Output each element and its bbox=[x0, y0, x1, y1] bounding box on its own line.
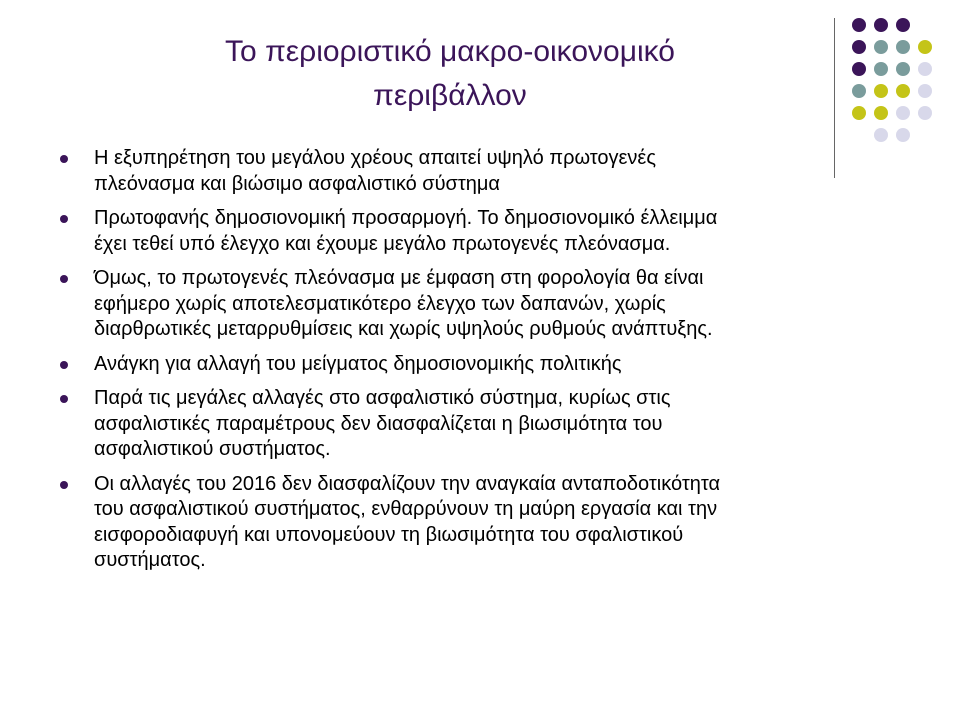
title-line-1: Το περιοριστικό μακρο-οικονομικό bbox=[225, 35, 675, 68]
bullet-text-line: έχει τεθεί υπό έλεγχο και έχουμε μεγάλο πρωτογενές πλεόνασμα. bbox=[94, 232, 671, 255]
decorative-dot-icon bbox=[896, 128, 910, 142]
decorative-dot-icon bbox=[852, 18, 866, 32]
bullet-text-line: ασφαλιστικού συστήματος. bbox=[94, 438, 331, 460]
decorative-dot-icon bbox=[874, 40, 888, 54]
bullet-text-line: Η εξυπηρέτηση του μεγάλου χρέους απαιτεί υψηλό πρωτογενές bbox=[94, 147, 656, 169]
decorative-dot-icon bbox=[896, 40, 910, 54]
bullet-item bbox=[60, 146, 860, 197]
slide-title bbox=[90, 30, 810, 118]
bullet-text-line: Πρωτοφανής δημοσιονομική προσαρμογή. Το δημοσιονομικό έλλειμμα bbox=[94, 207, 718, 229]
bullet-dot-icon bbox=[60, 481, 68, 489]
bullet-text-line: Παρά τις μεγάλες αλλαγές στο ασφαλιστικό σύστημα, κυρίως στις bbox=[94, 387, 671, 409]
decorative-dot-icon bbox=[874, 128, 888, 142]
bullet-item bbox=[60, 386, 860, 463]
bullet-text-line: Ανάγκη για αλλαγή του μείγματος δημοσιονομικής πολιτικής bbox=[94, 352, 622, 375]
decorative-dot-icon bbox=[874, 62, 888, 76]
decorative-dot-icon bbox=[918, 62, 932, 76]
decorative-dot-icon bbox=[852, 106, 866, 120]
decorative-dot-grid bbox=[838, 10, 948, 160]
bullet-dot-icon bbox=[60, 215, 68, 223]
bullet-text-line: ασφαλιστικές παραμέτρους δεν διασφαλίζεται η βιωσιμότητα του bbox=[94, 412, 663, 435]
decorative-dot-icon bbox=[896, 18, 910, 32]
decorative-dot-icon bbox=[874, 18, 888, 32]
bullet-item bbox=[60, 472, 860, 574]
decorative-dot-icon bbox=[852, 84, 866, 98]
bullet-text-line: Οι αλλαγές του 2016 δεν διασφαλίζουν την αναγκαία ανταποδοτικότητα bbox=[94, 472, 721, 495]
bullet-text-line: Όμως, το πρωτογενές πλεόνασμα με έμφαση στη φορολογία θα είναι bbox=[94, 267, 704, 289]
decorative-dot-icon bbox=[852, 62, 866, 76]
bullet-item bbox=[60, 266, 860, 343]
bullet-text-line: συστήματος. bbox=[94, 549, 206, 571]
decorative-dot-icon bbox=[874, 84, 888, 98]
decorative-dot-icon bbox=[918, 84, 932, 98]
bullet-text bbox=[94, 146, 860, 197]
bullet-text-line: εισφοροδιαφυγή και υπονομεύουν τη βιωσιμότητα του σφαλιστικού bbox=[94, 523, 684, 546]
bullet-text bbox=[94, 386, 860, 463]
bullet-dot-icon bbox=[60, 275, 68, 283]
bullet-list bbox=[60, 146, 860, 583]
decorative-dot-icon bbox=[918, 106, 932, 120]
bullet-dot-icon bbox=[60, 155, 68, 163]
bullet-dot-icon bbox=[60, 395, 68, 403]
bullet-item bbox=[60, 352, 860, 378]
decorative-dot-icon bbox=[896, 62, 910, 76]
bullet-text-line: πλεόνασμα και βιώσιμο ασφαλιστικό σύστημα bbox=[94, 172, 500, 195]
bullet-text-line: του ασφαλιστικού συστήματος, ενθαρρύνουν τη μαύρη εργασία και την bbox=[94, 498, 718, 520]
bullet-text-line: εφήμερο χωρίς αποτελεσματικότερο έλεγχο των δαπανών, χωρίς bbox=[94, 292, 666, 315]
title-line-2: περιβάλλον bbox=[373, 79, 527, 112]
decorative-dot-icon bbox=[896, 106, 910, 120]
bullet-text-line: διαρθρωτικές μεταρρυθμίσεις και χωρίς υψηλούς ρυθμούς ανάπτυξης. bbox=[94, 318, 713, 340]
decorative-dot-icon bbox=[918, 40, 932, 54]
decorative-dot-icon bbox=[896, 84, 910, 98]
bullet-text bbox=[94, 352, 860, 378]
decorative-dot-icon bbox=[874, 106, 888, 120]
bullet-text bbox=[94, 472, 860, 574]
bullet-dot-icon bbox=[60, 361, 68, 369]
bullet-text bbox=[94, 266, 860, 343]
bullet-text bbox=[94, 206, 860, 257]
bullet-item bbox=[60, 206, 860, 257]
decorative-dot-icon bbox=[852, 40, 866, 54]
